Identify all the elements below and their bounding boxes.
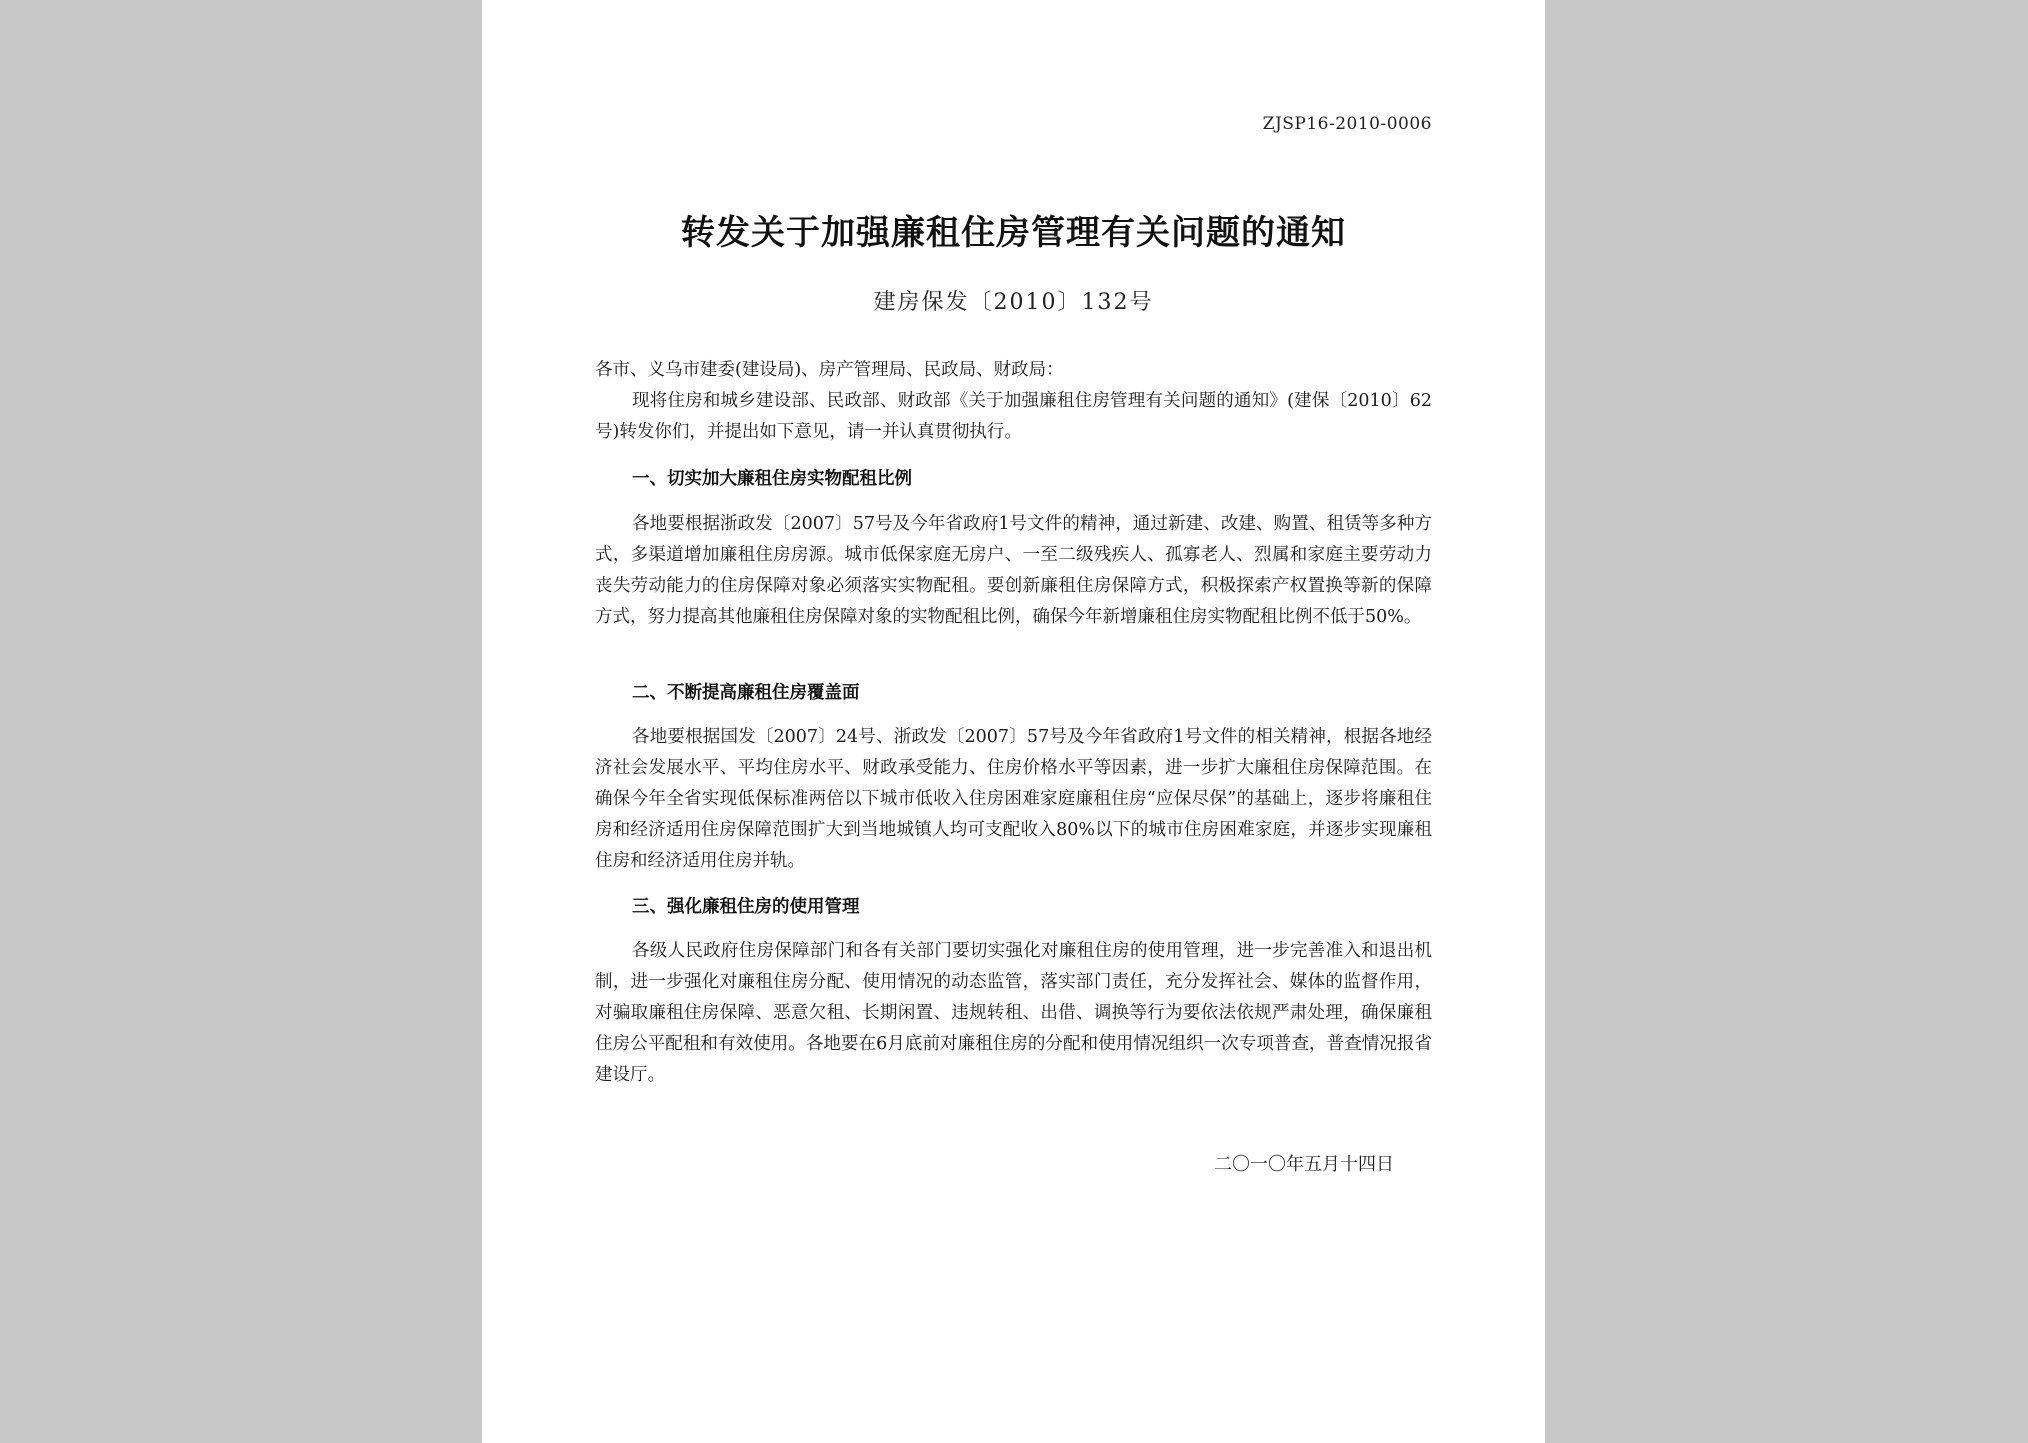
intro-paragraph: 现将住房和城乡建设部、民政部、财政部《关于加强廉租住房管理有关问题的通知》(建保〔2010〕62号)转发你们，并提出如下意见，请一并认真贯彻执行。 <box>595 391 1432 442</box>
document-page <box>482 0 1545 1443</box>
section-text-1: 各地要根据浙政发〔2007〕57号及今年省政府1号文件的精神，通过新建、改建、购置、租赁等多种方式，多渠道增加廉租住房房源。城市低保家庭无房户、一至二级残疾人、孤寡老人、烈属和家庭主要劳动力丧失劳动能力的住房保障对象必须落实实物配租。要创新廉租住房保障方式，积极探索产权置换等新的保障方式，努力提高其他廉租住房保障对象的实物配租比例，确保今年新增廉租住房实物配租比例不低于50%。 <box>595 514 1432 627</box>
document-number: 建房保发〔2010〕132号 <box>873 290 1154 315</box>
salutation: 各市、义乌市建委(建设局)、房产管理局、民政局、财政局： <box>595 360 1064 380</box>
document-code: ZJSP16-2010-0006 <box>1262 114 1432 134</box>
section-heading-3: 三、强化廉租住房的使用管理 <box>632 897 860 917</box>
section-heading-2: 二、不断提高廉租住房覆盖面 <box>632 683 860 703</box>
document-title: 转发关于加强廉租住房管理有关问题的通知 <box>681 213 1346 253</box>
section-text-2: 各地要根据国发〔2007〕24号、浙政发〔2007〕57号及今年省政府1号文件的相关精神，根据各地经济社会发展水平、平均住房水平、财政承受能力、住房价格水平等因素，进一步扩大廉租住房保障范围。在确保今年全省实现低保标准两倍以下城市低收入住房困难家庭廉租住房“应保尽保”的基础上，逐步将廉租住房和经济适用住房保障范围扩大到当地城镇人均可支配收入80%以下的城市住房困难家庭，并逐步实现廉租住房和经济适用住房并轨。 <box>595 727 1432 871</box>
section-heading-1: 一、切实加大廉租住房实物配租比例 <box>632 469 912 489</box>
section-text-3: 各级人民政府住房保障部门和各有关部门要切实强化对廉租住房的使用管理，进一步完善准入和退出机制，进一步强化对廉租住房分配、使用情况的动态监管，落实部门责任，充分发挥社会、媒体的监督作用，对骗取廉租住房保障、恶意欠租、长期闲置、违规转租、出借、调换等行为要依法依规严肃处理，确保廉租住房公平配租和有效使用。各地要在6月底前对廉租住房的分配和使用情况组织一次专项普查，普查情况报省建设厅。 <box>595 941 1432 1085</box>
document-date: 二〇一〇年五月十四日 <box>1214 1154 1394 1175</box>
